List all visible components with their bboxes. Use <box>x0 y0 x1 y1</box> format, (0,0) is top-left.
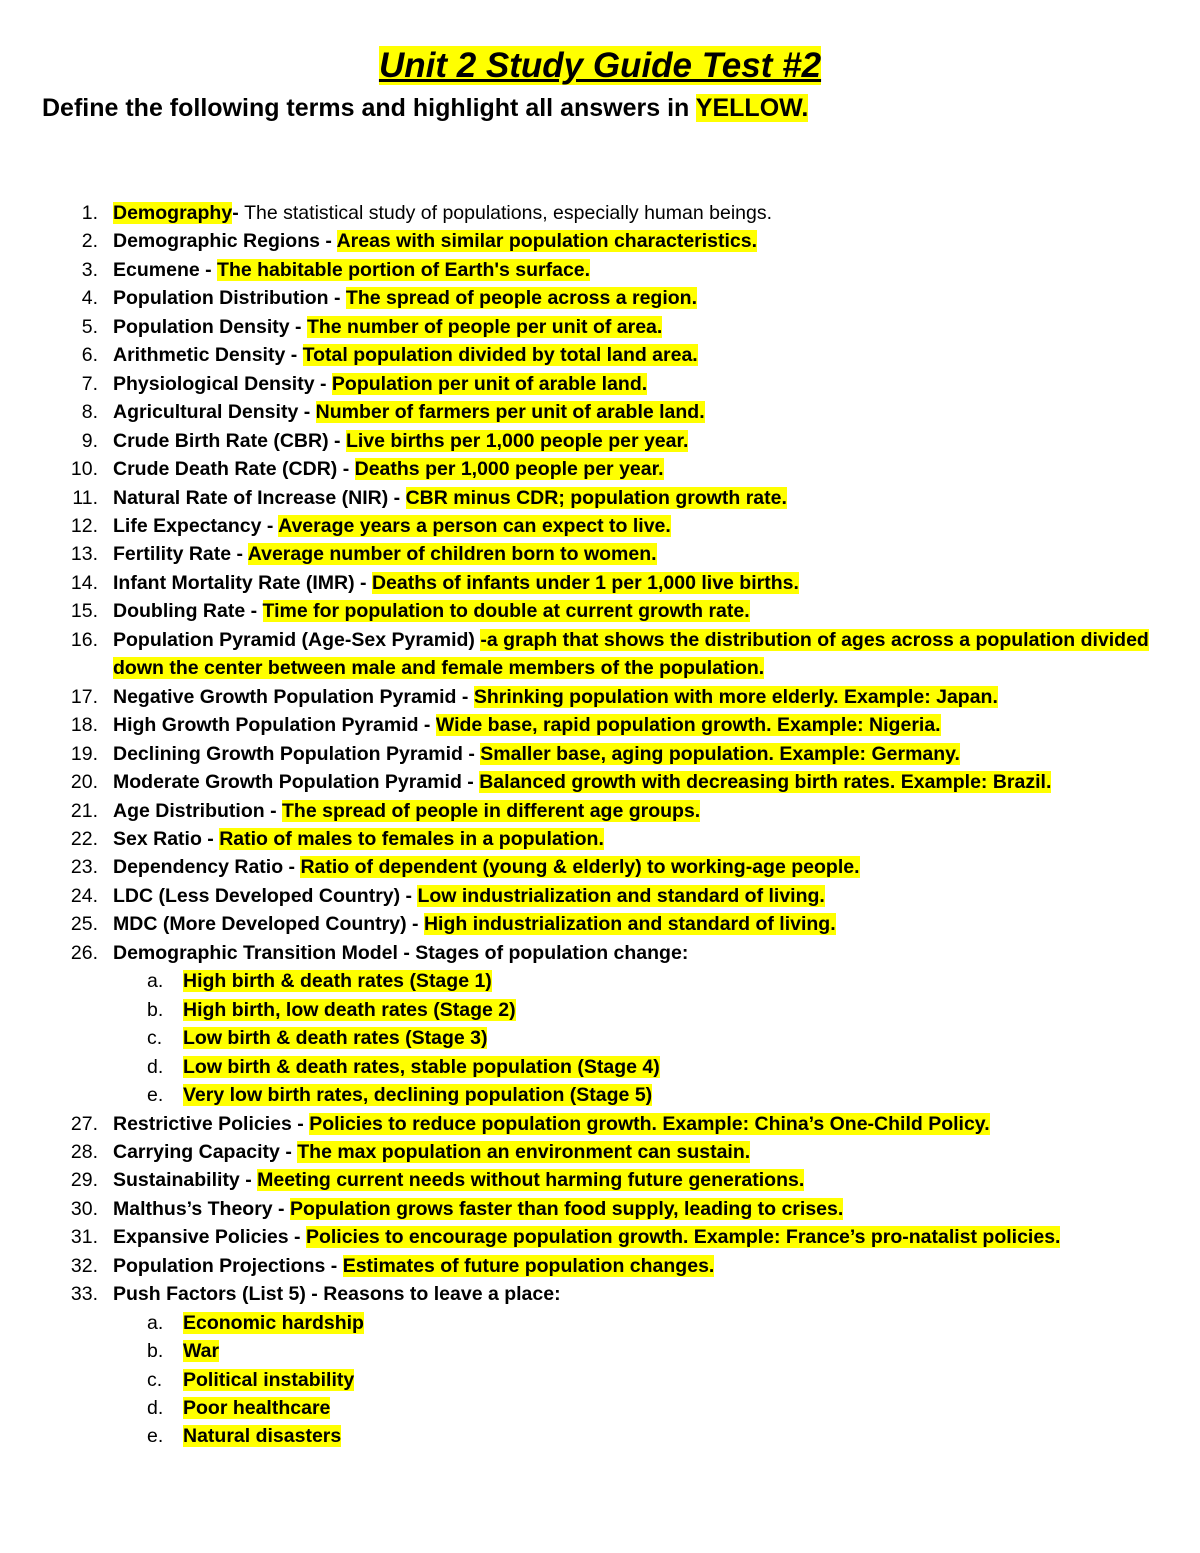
term-definition: Average number of children born to women. <box>247 543 657 566</box>
term-name: Age Distribution <box>113 799 265 822</box>
term-separator: - <box>231 543 248 566</box>
term-separator: - <box>354 571 372 594</box>
term-number: 13. <box>70 543 98 566</box>
term-definition: Average years a person can expect to live. <box>278 514 671 537</box>
term-number: 2. <box>81 230 98 253</box>
term-name: Malthus’s Theory <box>113 1197 273 1220</box>
term-number: 18. <box>70 714 98 737</box>
term-name: Population Projections <box>113 1254 326 1277</box>
term-name: Crude Death Rate (CDR) <box>113 458 338 481</box>
term-name: Fertility Rate <box>113 543 232 566</box>
sub-item-text: Low birth & death rates (Stage 3) <box>183 1027 488 1050</box>
term-definition: Deaths of infants under 1 per 1,000 live births. <box>371 571 799 594</box>
instructions-text: Define the following terms and highlight all answers in <box>42 94 696 122</box>
term-number: 23. <box>70 856 98 879</box>
term-name: Carrying Capacity <box>113 1140 280 1163</box>
term-definition: Shrinking population with more elderly. Example: Japan. <box>473 685 998 708</box>
term-name: Sustainability <box>113 1169 240 1192</box>
sub-item <box>113 1053 1160 1081</box>
term-number: 19. <box>70 742 98 765</box>
term-definition: Balanced growth with decreasing birth rates. Example: Brazil. <box>479 771 1052 794</box>
term-item <box>0 1166 1200 1194</box>
term-name: Crude Birth Rate (CBR) <box>113 429 329 452</box>
term-separator: - <box>406 913 424 936</box>
term-definition: The habitable portion of Earth's surface. <box>217 258 591 281</box>
term-separator: - <box>418 714 436 737</box>
term-item <box>0 882 1200 910</box>
term-name: Demographic Transition Model <box>113 941 398 964</box>
term-number: 6. <box>81 344 98 367</box>
sub-item-text: Poor healthcare <box>183 1397 331 1420</box>
term-item <box>0 313 1200 341</box>
term-item <box>0 227 1200 255</box>
term-separator: - <box>456 685 474 708</box>
term-separator: - <box>397 941 416 964</box>
term-number: 10. <box>70 458 98 481</box>
term-name: Doubling Rate <box>113 600 246 623</box>
sub-item <box>113 1366 1160 1394</box>
term-number: 29. <box>70 1169 98 1192</box>
term-number: 5. <box>81 315 98 338</box>
term-item <box>0 398 1200 426</box>
term-definition: Areas with similar population characteristics. <box>336 230 758 253</box>
term-number: 27. <box>70 1112 98 1135</box>
term-name: MDC (More Developed Country) <box>113 913 407 936</box>
sub-item-letter: b. <box>147 1340 164 1363</box>
term-separator: - <box>285 344 303 367</box>
term-definition: The max population an environment can sustain. <box>297 1140 751 1163</box>
sub-item <box>113 996 1160 1024</box>
term-number: 3. <box>81 258 98 281</box>
sub-item-text: High birth & death rates (Stage 1) <box>183 970 492 993</box>
term-number: 11. <box>72 486 98 509</box>
sub-item-text: Low birth & death rates, stable population (Stage 4) <box>183 1055 660 1078</box>
term-item <box>0 427 1200 455</box>
term-name: Declining Growth Population Pyramid <box>113 742 463 765</box>
sub-item-text: Political instability <box>183 1368 355 1391</box>
term-separator: - <box>261 514 279 537</box>
term-item <box>0 1280 1200 1451</box>
term-name: Population Pyramid (Age-Sex Pyramid) <box>113 628 475 651</box>
term-item <box>0 626 1200 683</box>
term-item <box>0 569 1200 597</box>
sub-item <box>113 1081 1160 1109</box>
term-number: 24. <box>70 884 98 907</box>
term-number: 33. <box>70 1283 98 1306</box>
term-separator: - <box>314 372 332 395</box>
term-definition: Total population divided by total land area. <box>302 344 698 367</box>
instructions <box>42 91 808 125</box>
term-item <box>0 370 1200 398</box>
term-name: Restrictive Policies <box>113 1112 292 1135</box>
term-item <box>0 1138 1200 1166</box>
term-name: Population Distribution <box>113 287 329 310</box>
sub-item <box>113 1394 1160 1422</box>
term-definition: Time for population to double at current growth rate. <box>262 600 750 623</box>
term-number: 21. <box>70 799 98 822</box>
term-number: 22. <box>70 827 98 850</box>
document-title <box>0 44 1200 88</box>
term-separator: - <box>264 799 283 822</box>
term-item <box>0 910 1200 938</box>
sub-item <box>113 967 1160 995</box>
term-separator: - <box>279 1140 298 1163</box>
term-item <box>0 768 1200 796</box>
term-definition: Ratio of dependent (young & elderly) to working-age people. <box>300 856 860 879</box>
term-definition: High industrialization and standard of living. <box>423 913 836 936</box>
term-separator: - <box>199 258 218 281</box>
term-number: 15. <box>70 600 98 623</box>
term-item <box>0 939 1200 1110</box>
term-separator: - <box>462 742 481 765</box>
sub-item <box>113 1024 1160 1052</box>
term-number: 9. <box>81 429 98 452</box>
term-item <box>0 341 1200 369</box>
term-separator: - <box>461 771 480 794</box>
term-name: Agricultural Density <box>113 401 299 424</box>
term-name: Physiological Density <box>113 372 315 395</box>
term-name: Infant Mortality Rate (IMR) <box>113 571 355 594</box>
term-definition: Reasons to leave a place: <box>323 1283 561 1306</box>
term-definition: Ratio of males to females in a population. <box>219 827 604 850</box>
term-separator: - <box>328 429 346 452</box>
sub-item-text: Natural disasters <box>183 1425 342 1448</box>
term-name: Moderate Growth Population Pyramid <box>113 771 462 794</box>
term-definition: Wide base, rapid population growth. Example: Nigeria. <box>435 714 941 737</box>
term-definition: Population per unit of arable land. <box>331 372 648 395</box>
term-item <box>0 540 1200 568</box>
sub-item-letter: a. <box>147 1311 164 1334</box>
term-item <box>0 853 1200 881</box>
term-item <box>0 199 1200 227</box>
sub-item-letter: e. <box>147 1084 164 1107</box>
instructions-highlight: YELLOW. <box>695 94 809 122</box>
term-name: Demography <box>113 202 233 224</box>
sub-item-letter: d. <box>147 1397 164 1420</box>
term-separator: - <box>232 202 245 224</box>
term-number: 7. <box>81 372 98 395</box>
term-separator: - <box>239 1169 258 1192</box>
term-name: Life Expectancy <box>113 514 262 537</box>
term-name: Negative Growth Population Pyramid <box>113 685 457 708</box>
term-number: 14. <box>70 571 98 594</box>
term-definition: The number of people per unit of area. <box>306 315 663 338</box>
term-item <box>0 740 1200 768</box>
term-separator: - <box>328 287 346 310</box>
term-number: 31. <box>70 1226 98 1249</box>
term-number: 25. <box>70 913 98 936</box>
term-definition: Policies to encourage population growth. Example: France’s pro-natalist policies. <box>305 1226 1061 1249</box>
term-definition: Smaller base, aging population. Example: Germany. <box>480 742 960 765</box>
term-number: 8. <box>81 401 98 424</box>
term-definition: -a graph that shows the distribution of ages across a population divided down the center between male and female members of the population. <box>113 628 1149 680</box>
term-name: High Growth Population Pyramid <box>113 714 419 737</box>
term-number: 32. <box>70 1254 98 1277</box>
term-separator: - <box>201 827 220 850</box>
term-name: Natural Rate of Increase (NIR) <box>113 486 389 509</box>
sub-item-letter: a. <box>147 970 164 993</box>
term-separator: - <box>289 315 307 338</box>
sub-item-letter: c. <box>147 1027 163 1050</box>
term-separator: - <box>337 458 355 481</box>
term-definition: The spread of people across a region. <box>345 287 698 310</box>
term-item <box>0 256 1200 284</box>
term-item <box>0 484 1200 512</box>
term-definition: Estimates of future population changes. <box>342 1254 715 1277</box>
title-text: Unit 2 Study Guide Test #2 <box>378 46 822 85</box>
term-name: Population Density <box>113 315 290 338</box>
term-name: Sex Ratio <box>113 827 202 850</box>
term-separator: - <box>298 401 316 424</box>
term-separator: - <box>305 1283 324 1306</box>
term-item <box>0 825 1200 853</box>
sub-item-text: Economic hardship <box>183 1311 364 1334</box>
term-item <box>0 1223 1200 1251</box>
sub-item <box>113 1422 1160 1450</box>
term-number: 4. <box>81 287 98 310</box>
term-number: 12. <box>70 514 98 537</box>
sub-item-letter: b. <box>147 998 164 1021</box>
term-separator: - <box>288 1226 306 1249</box>
term-definition: Low industrialization and standard of living. <box>417 884 825 907</box>
term-number: 30. <box>70 1197 98 1220</box>
term-separator: - <box>319 230 337 253</box>
term-item <box>0 1110 1200 1138</box>
term-definition: Stages of population change: <box>415 941 689 964</box>
term-name: Expansive Policies <box>113 1226 289 1249</box>
term-name: Dependency Ratio <box>113 856 284 879</box>
term-separator: - <box>325 1254 343 1277</box>
sub-item-letter: e. <box>147 1425 164 1448</box>
term-name: Arithmetic Density <box>113 344 286 367</box>
term-definition: Meeting current needs without harming future generations. <box>257 1169 805 1192</box>
term-item <box>0 597 1200 625</box>
term-item <box>0 1195 1200 1223</box>
sub-list <box>113 967 1160 1109</box>
term-definition: The spread of people in different age groups. <box>282 799 701 822</box>
term-definition: Live births per 1,000 people per year. <box>345 429 689 452</box>
term-item <box>0 797 1200 825</box>
term-item <box>0 512 1200 540</box>
sub-item-letter: c. <box>147 1368 163 1391</box>
term-definition: The statistical study of populations, especially human beings. <box>244 202 773 224</box>
term-name: Demographic Regions <box>113 230 320 253</box>
term-name: LDC (Less Developed Country) <box>113 884 401 907</box>
term-name: Push Factors (List 5) <box>113 1283 306 1306</box>
sub-item-text: Very low birth rates, declining population (Stage 5) <box>183 1084 653 1107</box>
sub-list <box>113 1309 1160 1451</box>
term-item <box>0 683 1200 711</box>
term-separator: - <box>283 856 301 879</box>
term-definition: Number of farmers per unit of arable land. <box>315 401 705 424</box>
term-number: 17. <box>70 685 98 708</box>
term-item <box>0 1252 1200 1280</box>
term-definition: Deaths per 1,000 people per year. <box>354 458 664 481</box>
term-number: 26. <box>70 941 98 964</box>
sub-item <box>113 1309 1160 1337</box>
term-separator: - <box>388 486 406 509</box>
term-definition: Policies to reduce population growth. Example: China’s One-Child Policy. <box>309 1112 990 1135</box>
sub-item-text: War <box>183 1340 220 1363</box>
term-separator: - <box>272 1197 290 1220</box>
term-name: Ecumene <box>113 258 200 281</box>
term-number: 20. <box>70 771 98 794</box>
term-definition: Population grows faster than food supply, leading to crises. <box>289 1197 844 1220</box>
sub-item <box>113 1337 1160 1365</box>
term-definition: CBR minus CDR; population growth rate. <box>405 486 787 509</box>
term-separator: - <box>245 600 263 623</box>
term-number: 28. <box>70 1140 98 1163</box>
term-item <box>0 455 1200 483</box>
terms-list <box>0 199 1200 1451</box>
term-item <box>0 711 1200 739</box>
term-number: 16. <box>70 628 98 651</box>
term-item <box>0 284 1200 312</box>
sub-item-letter: d. <box>147 1055 164 1078</box>
sub-item-text: High birth, low death rates (Stage 2) <box>183 998 516 1021</box>
term-number: 1. <box>81 202 98 224</box>
term-separator: - <box>291 1112 310 1135</box>
term-separator: - <box>400 884 418 907</box>
